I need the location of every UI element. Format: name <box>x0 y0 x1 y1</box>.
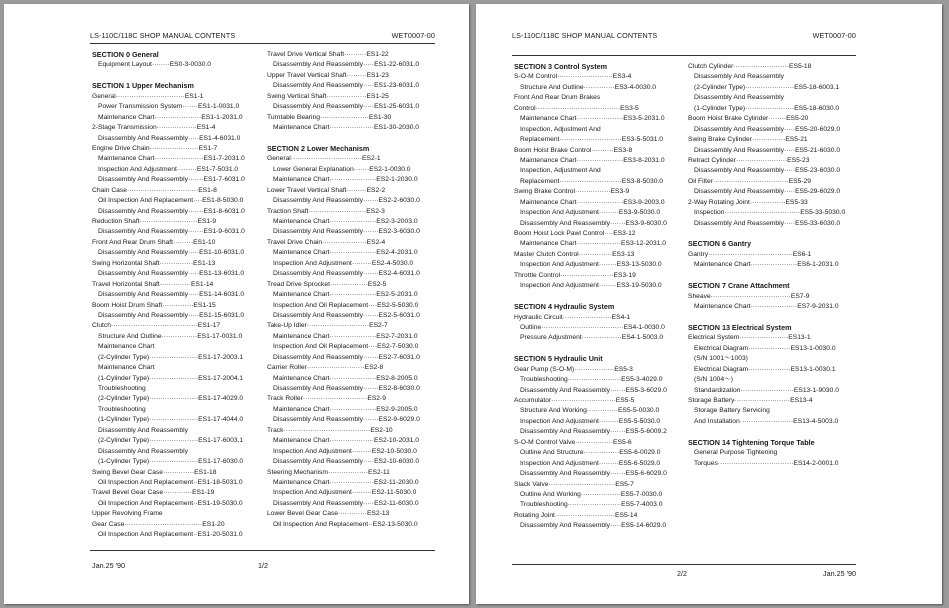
toc-subentry: Disassembly And Reassembly·····ES1-23-6031.0 <box>273 82 420 90</box>
toc-subentry: Inspection And Oil Replacement····ES2-5-5030.0 <box>273 301 419 309</box>
page-header-title: LS-110C/118C SHOP MANUAL CONTENTS <box>90 31 236 40</box>
toc-subentry: Disassembly And Reassembly·····ES5-29-6029.0 <box>694 188 841 196</box>
toc-subentry: Disassembly And Reassembly·······ES2-9-6029.0 <box>273 416 420 424</box>
toc-subentry: Maintenance Chart·····················ES3-5-2031.0 <box>520 115 665 123</box>
toc-subentry: Inspection And Adjustment·········ES5-5-5030.0 <box>520 417 661 425</box>
toc-subentry: Maintenance Chart·····················ES2-3-2003.0 <box>273 218 418 225</box>
section-heading: SECTION 13 Electrical System <box>688 322 792 332</box>
toc-subentry: Pressure Adjustment··················ES4-1-5003.0 <box>520 334 664 342</box>
toc-entry: Clutch Cylinder·························ES5-18 <box>688 63 812 70</box>
section-spacer <box>514 344 686 354</box>
toc-entry: 2-Stage Transmission··················ES1-4 <box>92 124 216 132</box>
toc-subentry: Replacement····························ES3-5-5031.0 <box>520 136 664 144</box>
toc-column-left <box>92 50 262 541</box>
toc-entry: Accumulator·····························ES5-5 <box>514 397 635 404</box>
toc-entry: Front And Rear Drum Brakes <box>514 94 601 102</box>
toc-subentry: Oil Inspection And Replacement··ES1-20-5031.0 <box>98 531 243 539</box>
toc-subentry: Disassembly And Reassembly·····ES1-15-6031.0 <box>98 311 245 319</box>
toc-subentry: Disassembly And Reassembly·······ES5-5-6009.2 <box>520 428 667 436</box>
toc-subentry: Maintenance Chart·····················ES3-9-2003.0 <box>520 198 665 206</box>
toc-entry: Throttle Control························ES3-19 <box>514 271 636 279</box>
toc-entry: Boom Hoist Lock Pawl Control····ES3-12 <box>514 230 636 237</box>
toc-subentry: Disassembly And Reassembly·····ES1-13-6031.0 <box>98 270 245 278</box>
toc-subentry: Maintenance Chart <box>98 343 155 351</box>
toc-subentry: Disassembly And Reassembly·····ES5-23-6030.0 <box>694 167 841 175</box>
section-heading: SECTION 4 Hydraulic System <box>514 302 615 312</box>
toc-subentry: Maintenance Chart····················ES3-12-2031.0 <box>520 240 667 248</box>
toc-subentry: Disassembly And Reassembly <box>694 94 784 102</box>
toc-subentry: Maintenance Chart·····················ES2-5-2031.0 <box>273 291 418 299</box>
toc-subentry: Oil Inspection And Replacement····ES1-8-5030.0 <box>98 197 244 205</box>
toc-subentry: (S/N 1004～) <box>694 376 734 384</box>
toc-entry: Slack Valve······························ES5-7 <box>514 480 634 488</box>
section-spacer <box>688 229 860 239</box>
toc-entry: Travel Horizontal Shaft··············ES1-14 <box>92 280 214 288</box>
page-header-title: LS-110C/118C SHOP MANUAL CONTENTS <box>512 31 658 40</box>
toc-column-left <box>514 62 686 532</box>
footer-page-number: 1/2 <box>258 561 268 570</box>
toc-subentry: Oil Inspection And Replacement··ES2-13-5030.0 <box>273 520 418 528</box>
toc-subentry: Maintenance Chart····················ES1-30-2030.0 <box>273 124 420 132</box>
toc-entry: S-O-M Control·························ES3-4 <box>514 73 632 81</box>
toc-entry: Steering Mechanism··················ES2-11 <box>267 468 390 476</box>
page-header-doc-id: WET0007-00 <box>812 31 856 40</box>
toc-subentry: Outline·····································ES4-1-0030.0 <box>520 323 665 331</box>
toc-subentry: Outline And Structure················ES5-6-0029.0 <box>520 449 661 457</box>
toc-entry: Lower Travel Vertical Shaft·········ES2-2 <box>267 186 386 194</box>
toc-subentry: Maintenance Chart·····················ES2-8-2005.0 <box>273 374 418 382</box>
toc-subentry: Maintenance Chart····················ES2-10-2031.0 <box>273 437 420 445</box>
toc-entry: Upper Travel Vertical Shaft·········ES1-23 <box>267 71 389 79</box>
toc-subentry: Electrical Diagram···················ES13-1-0030.1 <box>694 365 836 373</box>
section-spacer <box>92 71 262 81</box>
section-heading: SECTION 6 Gantry <box>688 239 752 249</box>
toc-subentry: Disassembly And Reassembly·····ES1-22-6031.0 <box>273 61 420 69</box>
toc-entry: Take-Up Idler····························ES2-7 <box>267 322 388 330</box>
toc-subentry: Structure And Outline··············ES3-4-0030.0 <box>520 83 657 91</box>
toc-subentry: Disassembly And Reassembly·····ES1-25-6031.0 <box>273 103 420 111</box>
toc-entry: Boom Hoist Drum Shaft··············ES1-15 <box>92 301 216 309</box>
toc-subentry: Disassembly And Reassembly·······ES1-8-6031.0 <box>98 207 245 215</box>
toc-subentry: Maintenance Chart····················ES2-11-2030.0 <box>273 478 419 486</box>
toc-entry: Retract Cylinder·······················ES5-23 <box>688 156 810 164</box>
footer-page-number: 2/2 <box>677 569 687 578</box>
toc-subentry: (S/N 1001～1003) <box>694 355 748 363</box>
toc-entry: Gantry······································ES6-1 <box>688 250 812 258</box>
toc-entry: Boom Hoist Brake Cylinder········ES5-20 <box>688 115 809 123</box>
toc-subentry: Disassembly And Reassembly <box>694 73 784 81</box>
toc-subentry: Maintenance Chart·····················ES2-7-2031.0 <box>273 332 418 340</box>
toc-subentry: Inspection··································ES5-33-5030.0 <box>694 209 846 217</box>
toc-entry: Tread Drive Sprocket·················ES2-5 <box>267 280 387 288</box>
toc-subentry: Troubleshooting························ES5-7-4003.0 <box>520 501 663 509</box>
section-spacer <box>267 134 439 144</box>
page-header-doc-id: WET0007-00 <box>391 31 435 40</box>
toc-subentry: Inspection And Adjustment········ES3-19-5030.0 <box>520 282 662 290</box>
toc-subentry: Disassembly And Reassembly·······ES2-5-6031.0 <box>273 311 420 319</box>
toc-subentry: Disassembly And Reassembly·······ES1-7-6031.0 <box>98 176 245 184</box>
toc-subentry: Troubleshooting <box>98 405 146 413</box>
section-spacer <box>688 427 860 437</box>
section-heading: SECTION 0 General <box>92 50 159 59</box>
toc-subentry: (1-Cylinder Type)······················ES5-18-6030.0 <box>694 104 840 112</box>
toc-subentry: Disassembly And Reassembly <box>98 447 188 455</box>
toc-subentry: Lower General Explanation·······ES2-1-0030.0 <box>273 165 411 173</box>
toc-entry: Oil Filter··································ES5-29 <box>688 177 811 185</box>
toc-entry: Electrical System······················ES13-1 <box>688 334 811 342</box>
toc-entry: Clutch·······································ES1-17 <box>92 322 221 330</box>
toc-subentry: Maintenance Chart······················ES1-7-2031.0 <box>98 155 245 163</box>
toc-subentry: Disassembly And Reassembly·······ES2-7-6031.0 <box>273 353 420 361</box>
toc-entry: General·······························ES1-1 <box>92 92 204 100</box>
toc-subentry: Disassembly And Reassembly·······ES5-6-6029.0 <box>520 470 667 478</box>
toc-subentry: (1-Cylinder Type)······················ES1-17-2004.1 <box>98 374 244 382</box>
toc-subentry: (1-Cylinder Type)······················ES1-17-6030.0 <box>98 458 244 466</box>
section-heading: SECTION 3 Control System <box>514 62 608 71</box>
toc-entry: Traction Shaft··························ES2-3 <box>267 207 385 215</box>
toc-subentry: Equipment Layout········ES0-3-0030.0 <box>98 61 211 69</box>
toc-subentry: Disassembly And Reassembly·······ES3-9-6030.0 <box>520 219 667 227</box>
toc-subentry: Disassembly And Reassembly·····ES5-14-6029.0 <box>520 522 667 530</box>
toc-subentry: Power Transmission System·······ES1-1-0031.0 <box>98 103 240 111</box>
toc-subentry: Maintenance Chart·····················ES2-9-2005.0 <box>273 405 418 413</box>
toc-subentry: And Installation························ES13-4-5003.0 <box>694 417 839 425</box>
toc-subentry: Maintenance Chart·····················ES7-9-2031.0 <box>694 303 839 311</box>
toc-subentry: Inspection And Adjustment·········ES1-7-5031.0 <box>98 165 239 173</box>
toc-entry: Turntable Bearing······················ES1-30 <box>267 113 392 121</box>
section-heading: SECTION 1 Upper Mechanism <box>92 81 194 91</box>
toc-subentry: Inspection, Adjustment And <box>520 167 601 175</box>
toc-subentry: Disassembly And Reassembly·······ES5-3-6029.0 <box>520 386 667 394</box>
toc-entry: Travel Drive Vertical Shaft··········ES1-22 <box>267 51 389 58</box>
toc-entry: Engine Drive Chain······················ES1-7 <box>92 144 218 152</box>
toc-subentry: Oil Inspection And Replacement··ES1-18-5031.0 <box>98 478 243 486</box>
toc-subentry: Outline And Working··················ES5-7-0030.0 <box>520 490 663 498</box>
toc-subentry: Storage Battery Servicing <box>694 407 770 415</box>
toc-subentry: (2-Cylinder Type)······················ES1-17-6003.1 <box>98 437 244 445</box>
toc-subentry: Inspection And Adjustment········ES3-13-5030.0 <box>520 261 662 269</box>
section-spacer <box>688 271 860 281</box>
toc-subentry: Inspection And Adjustment·········ES2-11-5030.0 <box>273 489 417 497</box>
toc-subentry: Inspection And Adjustment·········ES2-4-5030.0 <box>273 259 414 267</box>
toc-entry: Reduction Shaft··························ES1-9 <box>92 218 217 225</box>
toc-entry: Swing Horizontal Shaft···············ES1-13 <box>92 259 216 267</box>
toc-subentry: Disassembly And Reassembly·····ES2-11-6030.0 <box>273 499 419 507</box>
toc-entry: Swing Bevel Gear Case··············ES1-18 <box>92 468 217 476</box>
toc-subentry: Inspection And Adjustment·········ES5-6-5029.0 <box>520 459 661 467</box>
toc-entry: Swing Brake Cylinder···············ES5-21 <box>688 136 808 144</box>
toc-column-right <box>688 62 860 469</box>
toc-entry: Boom Hoist Brake Control··········ES3-8 <box>514 146 633 154</box>
toc-entry: Rotating Joint···························ES5-14 <box>514 511 638 519</box>
toc-subentry: Disassembly And Reassembly·······ES2-2-6030.0 <box>273 197 420 205</box>
toc-entry: Carrier Roller··························ES2-8 <box>267 364 384 372</box>
toc-entry: 2-Way Rotating Joint················ES5-33 <box>688 198 808 206</box>
toc-entry: Swing Brake Control················ES3-9 <box>514 188 630 196</box>
footer-rule <box>90 550 435 551</box>
toc-entry: Track·······································ES2-10 <box>267 426 393 434</box>
toc-subentry: Disassembly And Reassembly·····ES1-10-6031.0 <box>98 249 245 257</box>
toc-subentry: Maintenance Chart·····················ES3-8-2031.0 <box>520 156 665 164</box>
toc-subentry: Oil Inspection And Replacement··ES1-19-5030.0 <box>98 499 243 507</box>
footer-date: Jan.25 '90 <box>823 569 856 578</box>
toc-subentry: (2-Cylinder Type)······················ES1-17-4029.0 <box>98 395 244 403</box>
toc-subentry: Structure And Outline················ES1-17-0031.0 <box>98 332 243 340</box>
toc-entry: S-O-M Control Valve·················ES5-6 <box>514 438 632 446</box>
toc-subentry: Disassembly And Reassembly·····ES5-20-6029.0 <box>694 125 841 133</box>
section-heading: SECTION 7 Crane Attachment <box>688 281 790 291</box>
toc-subentry: Disassembly And Reassembly·······ES1-9-6031.0 <box>98 228 245 236</box>
toc-entry: Travel Drive Chain····················ES2-4 <box>267 238 386 246</box>
toc-entry: Control······································ES3-5 <box>514 104 639 112</box>
toc-subentry: Disassembly And Reassembly·······ES2-4-6031.0 <box>273 270 420 278</box>
toc-subentry: Inspection And Adjustment·········ES3-9-5030.0 <box>520 209 661 217</box>
toc-subentry: Disassembly And Reassembly·······ES2-3-6030.0 <box>273 228 420 236</box>
toc-subentry: Disassembly And Reassembly <box>98 426 188 434</box>
section-heading: SECTION 14 Tightening Torque Table <box>688 437 815 447</box>
toc-entry: Hydraulic Circuit······················ES4-1 <box>514 313 631 321</box>
toc-subentry: Maintenance Chart·····················ES2-4-2031.0 <box>273 249 418 257</box>
toc-entry: Storage Battery·························ES13-4 <box>688 397 813 404</box>
toc-subentry: Disassembly And Reassembly·····ES1-14-6031.0 <box>98 291 245 299</box>
section-spacer <box>688 313 860 323</box>
toc-subentry: Troubleshooting <box>98 385 146 392</box>
toc-entry: Gear Case···································ES1-20 <box>92 520 225 528</box>
header-rule <box>512 55 856 56</box>
toc-entry: Gear Pump (S-O-M)··················ES5-3 <box>514 365 633 373</box>
toc-subentry: Troubleshooting························ES5-3-4029.0 <box>520 376 663 384</box>
toc-entry: Chain Case································ES1-8 <box>92 186 217 194</box>
toc-subentry: Maintenance Chart <box>98 364 155 372</box>
toc-subentry: (2-Cylinder Type)······················ES1-17-2003.1 <box>98 353 244 361</box>
toc-subentry: Disassembly And Reassembly·····ES2-10-6030.0 <box>273 458 420 466</box>
toc-subentry: Maintenance Chart·····················ES2-1-2030.0 <box>273 176 418 184</box>
toc-entry: Lower Bevel Gear Case·············ES2-13 <box>267 510 390 518</box>
toc-entry: Sheave····································ES7-9 <box>688 292 810 300</box>
toc-entry: Front And Rear Drum Shaft·········ES1-10 <box>92 238 216 246</box>
toc-entry: Upper Revolving Frame <box>92 510 163 518</box>
toc-entry: Master Clutch Control···············ES3-13 <box>514 250 635 258</box>
footer-rule <box>512 564 856 565</box>
toc-subentry: General Purpose Tightening <box>694 449 778 457</box>
toc-subentry: Disassembly And Reassembly·······ES2-8-6030.0 <box>273 385 420 392</box>
toc-entry: Track Roller·····························ES2-9 <box>267 395 386 403</box>
toc-entry: Travel Bevel Gear Case·············ES1-19 <box>92 489 215 497</box>
document-page-2 <box>476 4 942 604</box>
toc-subentry: Replacement····························ES3-8-5030.0 <box>520 177 664 185</box>
toc-subentry: Maintenance Chart·····················ES6-1-2031.0 <box>694 261 839 269</box>
toc-entry: General································ES2-1 <box>267 155 381 163</box>
footer-date: Jan.25 '90 <box>92 561 125 570</box>
toc-subentry: Disassembly And Reassembly·····ES1-4-6031.0 <box>98 134 241 142</box>
toc-subentry: (1-Cylinder Type)······················ES1-17-4044.0 <box>98 416 244 424</box>
section-heading: SECTION 2 Lower Mechanism <box>267 143 370 153</box>
toc-subentry: Inspection And Oil Replacement····ES2-7-5030.0 <box>273 343 419 351</box>
toc-subentry: Disassembly And Reassembly·····ES5-21-6030.0 <box>694 146 841 154</box>
toc-subentry: Inspection And Adjustment·········ES2-10-5030.0 <box>273 447 417 455</box>
toc-entry: Swing Vertical Shaft··················ES1-25 <box>267 92 389 100</box>
toc-subentry: Disassembly And Reassembly·····ES5-33-6030.0 <box>694 219 841 227</box>
toc-subentry: Maintenance Chart·····················ES1-1-2031.0 <box>98 113 243 121</box>
toc-column-right <box>267 50 439 530</box>
toc-subentry: Torques··································ES14-2-0001.0 <box>694 459 839 467</box>
toc-subentry: (2-Cylinder Type)······················ES5-18-6003.1 <box>694 83 840 91</box>
section-heading: SECTION 5 Hydraulic Unit <box>514 354 603 364</box>
toc-subentry: Inspection, Adjustment And <box>520 125 601 133</box>
section-spacer <box>514 292 686 302</box>
header-rule <box>90 43 435 44</box>
toc-subentry: Electrical Diagram···················ES13-1-0030.0 <box>694 344 836 352</box>
document-page-1 <box>4 4 469 604</box>
toc-subentry: Standardization························ES13-1-9030.0 <box>694 386 839 394</box>
toc-subentry: Structure And Working··············ES5-5-0030.0 <box>520 407 660 415</box>
